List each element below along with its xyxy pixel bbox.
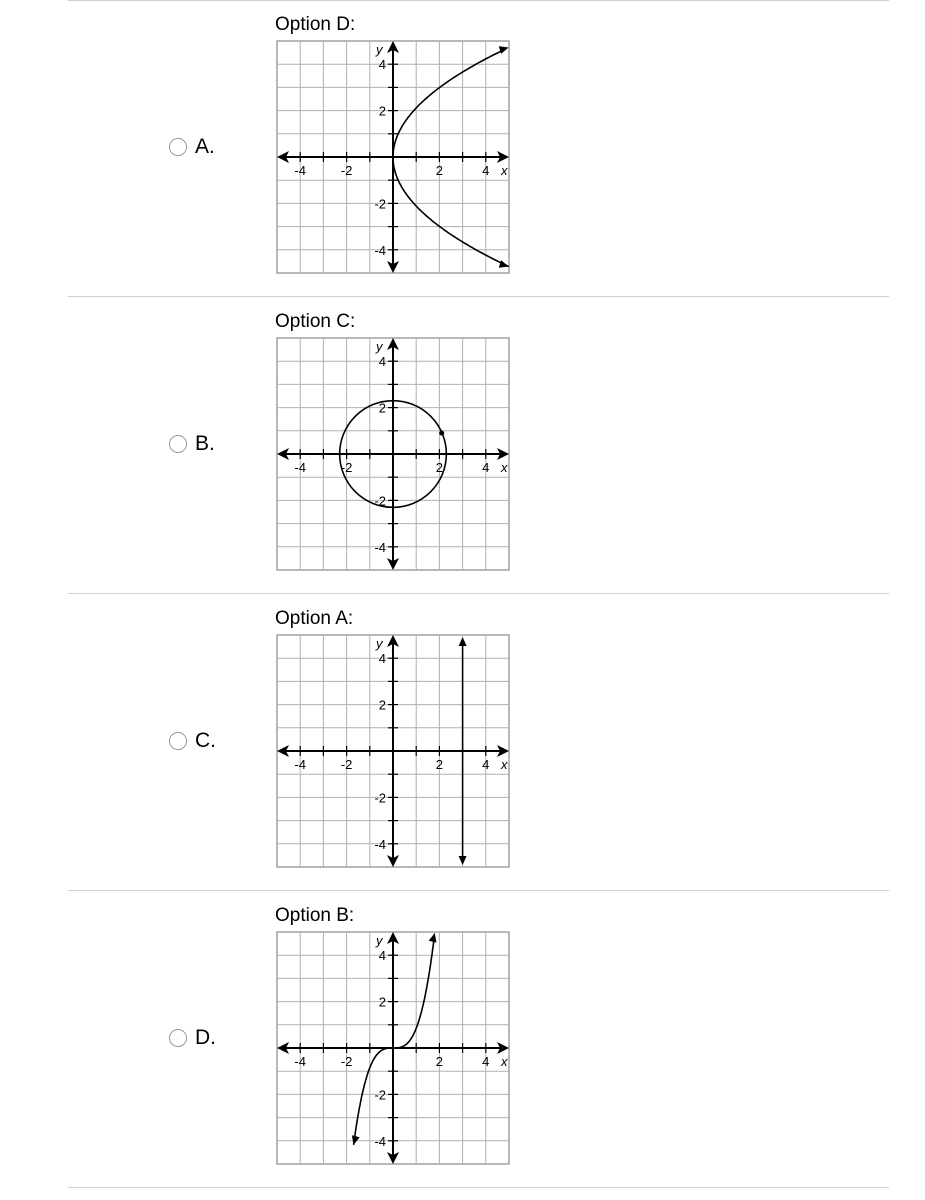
y-tick-label: 2 — [378, 400, 386, 416]
x-tick-label: -4 — [294, 757, 306, 772]
x-tick-label: 4 — [482, 163, 490, 178]
x-tick-label: -2 — [340, 460, 353, 475]
graph-caption: Option C: — [275, 311, 356, 332]
x-tick-label: 2 — [435, 460, 444, 475]
x-axis-label: x — [501, 460, 508, 475]
y-tick-label: -4 — [374, 1133, 386, 1149]
radio-button[interactable] — [169, 435, 187, 453]
choice-letter: C. — [195, 729, 216, 752]
graph-option-b — [270, 925, 520, 1175]
radio-button[interactable] — [169, 732, 187, 750]
x-tick-label: -2 — [340, 757, 353, 772]
choice-letter: B. — [195, 432, 215, 455]
x-tick-label: -4 — [294, 163, 306, 178]
divider — [68, 1187, 889, 1188]
divider — [68, 890, 889, 891]
divider-top — [68, 0, 889, 1]
divider — [68, 593, 889, 594]
divider — [68, 296, 889, 297]
y-tick-label: -2 — [374, 1087, 386, 1103]
x-tick-label: 2 — [435, 757, 444, 772]
y-tick-label: -2 — [374, 790, 386, 806]
x-axis-label: x — [501, 163, 508, 178]
x-axis-label: x — [501, 1054, 508, 1069]
y-axis-label: y — [376, 933, 383, 948]
y-tick-label: 4 — [378, 354, 386, 370]
graph-option-c — [270, 331, 520, 581]
graph-caption: Option B: — [275, 905, 355, 926]
graph-option-d — [270, 34, 520, 284]
y-tick-label: -2 — [374, 196, 386, 212]
radio-button[interactable] — [169, 1029, 187, 1047]
x-tick-label: 4 — [482, 460, 490, 475]
y-axis-label: y — [376, 42, 383, 57]
y-tick-label: 2 — [378, 994, 386, 1010]
marked-point — [439, 431, 444, 436]
x-tick-label: -2 — [340, 163, 353, 178]
x-tick-label: -4 — [294, 1054, 306, 1069]
x-tick-label: 2 — [435, 163, 444, 178]
x-tick-label: 4 — [482, 1054, 490, 1069]
y-tick-label: 4 — [378, 651, 386, 667]
x-axis-label: x — [501, 757, 508, 772]
graph-caption: Option A: — [275, 608, 354, 629]
y-tick-label: 4 — [378, 57, 386, 73]
y-tick-label: -4 — [374, 242, 386, 258]
y-tick-label: -2 — [374, 493, 386, 509]
y-tick-label: -4 — [374, 539, 386, 555]
y-axis-label: y — [376, 636, 383, 651]
radio-button[interactable] — [169, 138, 187, 156]
graph-caption: Option D: — [275, 14, 356, 35]
x-tick-label: 2 — [435, 1054, 444, 1069]
x-tick-label: -4 — [294, 460, 306, 475]
y-tick-label: 2 — [378, 697, 386, 713]
y-axis-label: y — [376, 339, 383, 354]
x-tick-label: 4 — [482, 757, 490, 772]
choice-letter: A. — [195, 135, 215, 158]
choice-letter: D. — [195, 1026, 216, 1049]
x-tick-label: -2 — [340, 1054, 353, 1069]
y-tick-label: 4 — [378, 948, 386, 964]
y-tick-label: 2 — [378, 103, 386, 119]
y-tick-label: -4 — [374, 836, 386, 852]
graph-option-a — [270, 628, 520, 878]
